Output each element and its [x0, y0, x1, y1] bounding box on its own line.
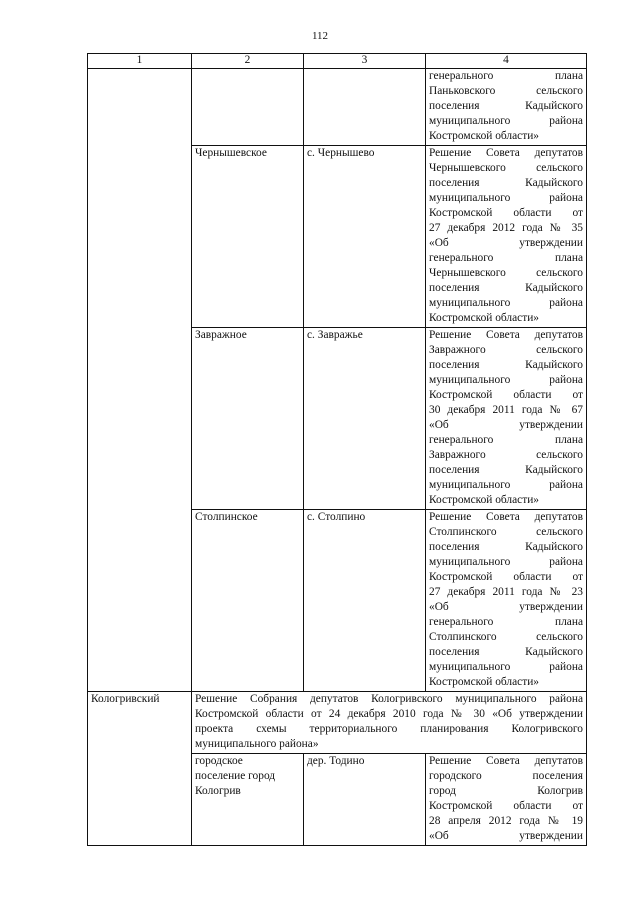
document-line: город Кологрив	[429, 785, 583, 797]
center-cell: с. Столпино	[304, 510, 426, 692]
document-line: поселения Кадыйского	[429, 359, 583, 371]
document-line: 27 декабря 2012 года № 35	[429, 222, 583, 234]
decision-line: Решение Собрания депутатов Кологривского муниципального района	[195, 693, 583, 705]
document-line: поселения Кадыйского	[429, 541, 583, 553]
plans-table	[87, 53, 587, 846]
document-line: Завражного сельского	[429, 449, 583, 461]
document-line: 28 апреля 2012 года № 19	[429, 815, 583, 827]
table-row	[88, 69, 587, 146]
document-line: генерального плана	[429, 616, 583, 628]
center-cell: дер. Тодино	[304, 754, 426, 846]
document-line: Завражного сельского	[429, 344, 583, 356]
document-cell	[426, 69, 587, 146]
document-line: поселения Кадыйского	[429, 177, 583, 189]
document-line: Костромской области»	[429, 312, 539, 324]
document-cell	[426, 146, 587, 328]
document-line: поселения Кадыйского	[429, 464, 583, 476]
settlement-cell	[192, 69, 304, 146]
settlement-line: городское	[195, 755, 243, 767]
decision-line: Костромской области от 24 декабря 2010 года № 30 «Об утверждении	[195, 708, 583, 720]
settlement-line: поселение город	[195, 770, 276, 782]
settlement-cell: Завражное	[192, 328, 304, 510]
document-cell	[426, 328, 587, 510]
document-line: поселения Кадыйского	[429, 282, 583, 294]
document-line: поселения Кадыйского	[429, 100, 583, 112]
document-line: Решение Совета депутатов	[429, 329, 583, 341]
center-cell: с. Чернышево	[304, 146, 426, 328]
document-cell	[426, 510, 587, 692]
district-cell: Кологривский	[88, 692, 192, 846]
settlement-cell: Столпинское	[192, 510, 304, 692]
document-line: муниципального района	[429, 297, 583, 309]
district-decision-cell	[192, 692, 587, 754]
document-line: Паньковского сельского	[429, 85, 583, 97]
column-number-row	[88, 54, 587, 69]
document-line: «Об утверждении	[429, 830, 583, 842]
document-line: Костромской области»	[429, 676, 539, 688]
document-line: Костромской области»	[429, 494, 539, 506]
settlement-cell	[192, 754, 304, 846]
document-line: Столпинского сельского	[429, 526, 583, 538]
document-line: городского поселения	[429, 770, 583, 782]
document-line: муниципального района	[429, 556, 583, 568]
document-line: муниципального района	[429, 479, 583, 491]
decision-line: проекта схемы территориального планирования Кологривского	[195, 723, 583, 735]
document-line: 30 декабря 2011 года № 67	[429, 404, 583, 416]
document-line: «Об утверждении	[429, 601, 583, 613]
document-line: Костромской области от	[429, 389, 583, 401]
table-row	[88, 692, 587, 754]
document-line: Костромской области от	[429, 207, 583, 219]
district-cell-kadyi	[88, 69, 192, 692]
document-line: «Об утверждении	[429, 419, 583, 431]
document-line: генерального плана	[429, 70, 583, 82]
column-number-1: 1	[88, 54, 192, 69]
decision-line: муниципального района»	[195, 738, 319, 750]
settlement-line: Кологрив	[195, 785, 241, 797]
document-line: Чернышевского сельского	[429, 267, 583, 279]
document-line: Решение Совета депутатов	[429, 755, 583, 767]
document-line: муниципального района	[429, 374, 583, 386]
document-line: 27 декабря 2011 года № 23	[429, 586, 583, 598]
document-line: «Об утверждении	[429, 237, 583, 249]
document-line: муниципального района	[429, 661, 583, 673]
document-line: Костромской области»	[429, 130, 539, 142]
document-line: муниципального района	[429, 192, 583, 204]
document-line: Костромской области от	[429, 571, 583, 583]
document-line: Чернышевского сельского	[429, 162, 583, 174]
center-cell: с. Завражье	[304, 328, 426, 510]
document-line: муниципального района	[429, 115, 583, 127]
column-number-2: 2	[192, 54, 304, 69]
document-line: Столпинского сельского	[429, 631, 583, 643]
document-line: Решение Совета депутатов	[429, 511, 583, 523]
document-line: генерального плана	[429, 434, 583, 446]
center-cell	[304, 69, 426, 146]
document-line: Костромской области от	[429, 800, 583, 812]
column-number-4: 4	[426, 54, 587, 69]
document-cell	[426, 754, 587, 846]
settlement-cell: Чернышевское	[192, 146, 304, 328]
page-number: 112	[311, 30, 329, 42]
column-number-3: 3	[304, 54, 426, 69]
document-line: генерального плана	[429, 252, 583, 264]
document-line: поселения Кадыйского	[429, 646, 583, 658]
document-line: Решение Совета депутатов	[429, 147, 583, 159]
